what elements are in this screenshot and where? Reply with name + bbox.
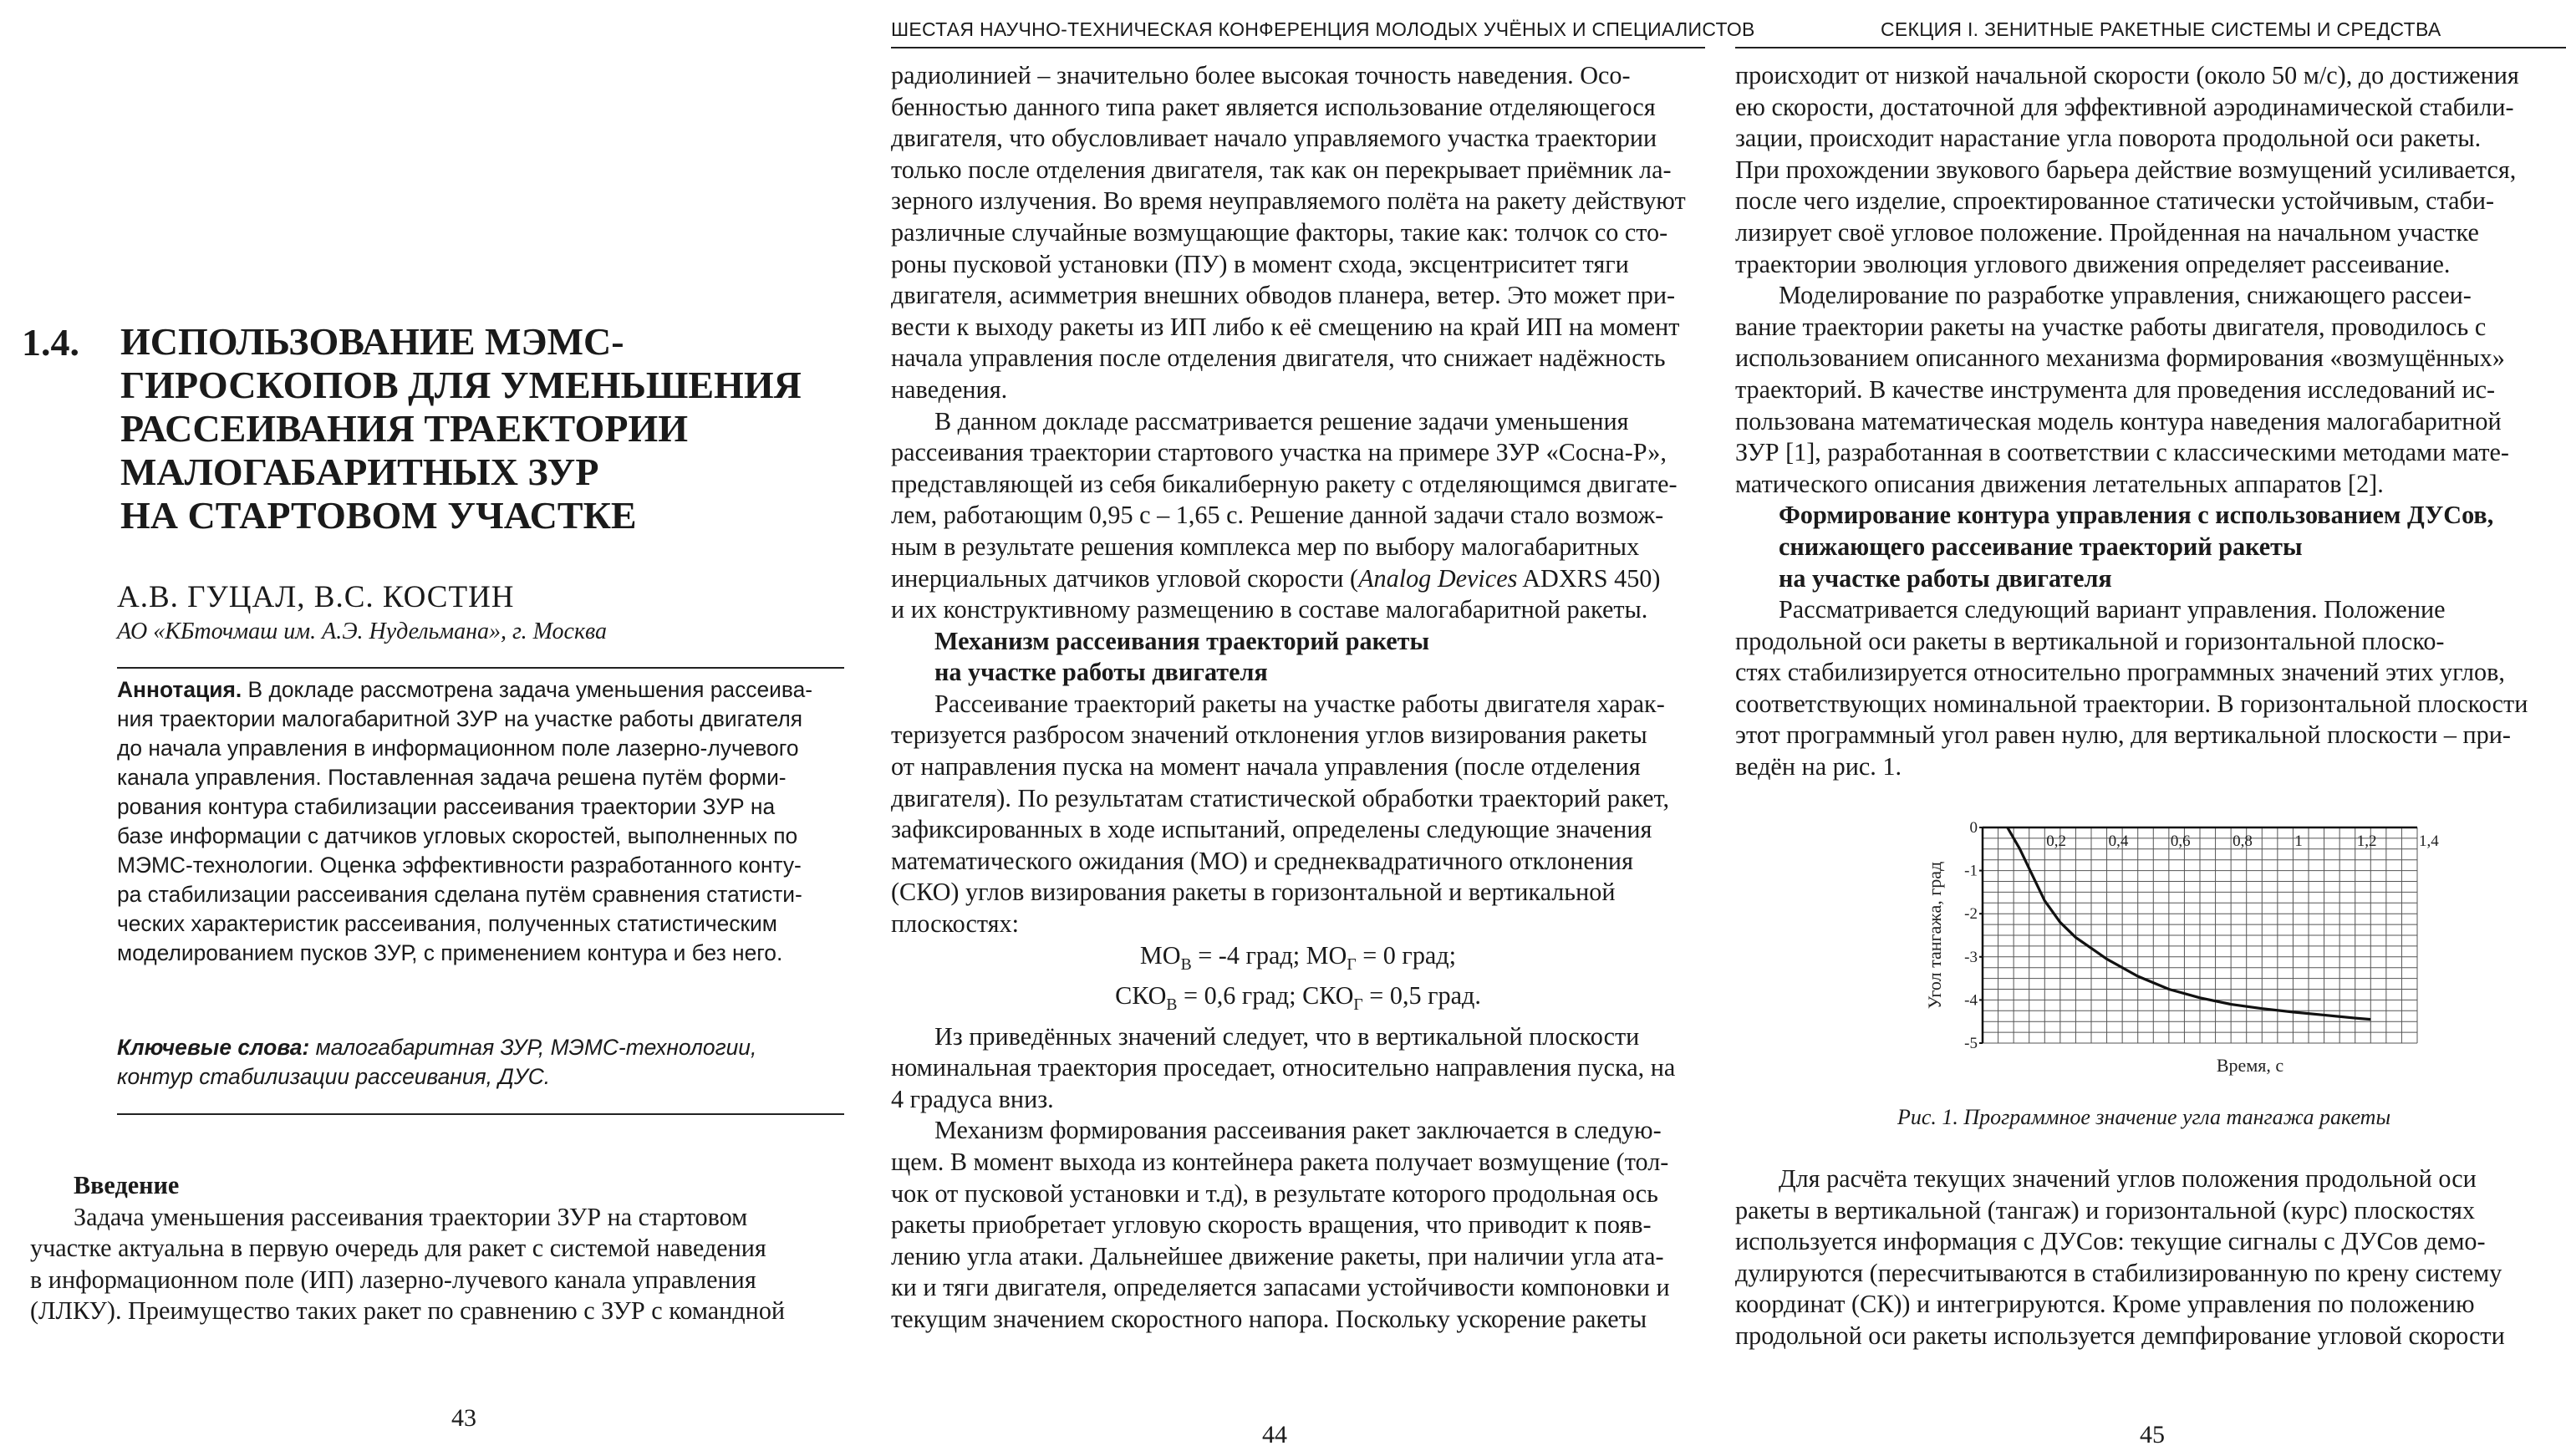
section-heading: снижающего рассеивание траекторий ракеты (1779, 532, 2303, 561)
text-line: ным в результате решения комплекса мер по выбору малогабаритных (891, 532, 1640, 561)
x-tick-label: 1,4 (2419, 832, 2439, 850)
text-line: представляющей из себя бикалиберную ракету с отделяющимся двигате- (891, 469, 1678, 498)
x-tick-label: 1 (2294, 832, 2303, 850)
text-line: координат (СК)) и интегрируются. Кроме управления по положению (1735, 1290, 2475, 1319)
abstract-line: ния траектории малогабаритной ЗУР на участке работы двигателя (117, 706, 803, 731)
abstract-line: до начала управления в информационном поле лазерно-лучевого (117, 736, 799, 761)
text-line: текущим значением скоростного напора. Поскольку ускорение ракеты (891, 1304, 1647, 1333)
text-line: происходит от низкой начальной скорости (около 50 м/с), до достижения (1735, 61, 2519, 89)
section-heading: Формирование контура управления с использованием ДУСов, (1779, 501, 2494, 530)
text-line: лем, работающим 0,95 с – 1,65 с. Решение данной задачи стало возмож- (891, 501, 1664, 530)
text-line: инерциальных датчиков угловой скорости (Analog Devices ADXRS 450) (891, 563, 1661, 593)
keywords (117, 1033, 844, 1092)
text-line: двигателя, что обусловливает начало управляемого участка траектории (891, 124, 1657, 153)
text-line: При прохождении звукового барьера действие возмущений усиливается, (1735, 155, 2517, 184)
text-line: радиолинией – значительно более высокая точность наведения. Осо- (891, 61, 1631, 89)
title-line: РАССЕИВАНИЯ ТРАЕКТОРИИ (120, 407, 688, 450)
y-tick-label: -4 (1964, 991, 1978, 1010)
y-tick-label: 0 (1969, 819, 1978, 837)
running-head: ШЕСТАЯ НАУЧНО-ТЕХНИЧЕСКАЯ КОНФЕРЕНЦИЯ МОЛОДЫХ УЧЁНЫХ И СПЕЦИАЛИСТОВ (891, 18, 1755, 40)
text-line: (СКО) углов визирования ракеты в горизонтальной и вертикальной (891, 878, 1616, 907)
keywords-label: Ключевые слова: (117, 1035, 310, 1060)
text-line: пользована математическая модель контура наведения малогабаритной (1735, 406, 2502, 435)
text-line: чок от пусковой установки и т.д), в результате которого продольная ось (891, 1179, 1658, 1208)
abstract-line: В докладе рассмотрена задача уменьшения рассеива- (247, 677, 813, 702)
abstract (117, 675, 844, 968)
text-line: после чего изделие, спроектированное статически устойчивым, стаби- (1735, 186, 2495, 216)
page-43 (0, 0, 853, 1456)
page-45-body-lower (1735, 1163, 2558, 1352)
abstract-label: Аннотация. (117, 677, 242, 702)
text-line: соответствующих номинальной траектории. В горизонтальной плоскости (1735, 689, 2528, 718)
text-line: различные случайные возмущающие факторы, такие как: толчок со сто- (891, 217, 1668, 247)
text-line: от направления пуска на момент начала управления (после отделения (891, 752, 1641, 781)
text-line: бенностью данного типа ракет является использование отделяющегося (891, 92, 1656, 121)
divider (117, 1113, 844, 1115)
abstract-line: ческих характеристик рассеивания, полученных статистическим (117, 911, 777, 936)
text-line: ею скорости, достаточной для эффективной аэродинамической стабили- (1735, 92, 2514, 121)
header-rule (891, 47, 1705, 48)
text-line: продольной оси ракеты используется демпфирование угловой скорости (1735, 1321, 2505, 1350)
text-line: вести к выходу ракеты из ИП либо к её смещению на край ИП на момент (891, 312, 1680, 341)
abstract-line: канала управления. Поставленная задача решена путём форми- (117, 765, 787, 790)
series-line (2008, 827, 2371, 1020)
text-line: теризуется разбросом значений отклонения углов визирования ракеты (891, 720, 1647, 750)
text-line: наведения. (891, 374, 1008, 404)
text-line: участке актуальна в первую очередь для ракет с системой наведения (30, 1234, 766, 1263)
text-line: лению угла атаки. Дальнейшее движение ракеты, при наличии угла ата- (891, 1241, 1664, 1270)
section-heading: на участке работы двигателя (934, 658, 1268, 687)
text-line: ракеты приобретает угловую скорость вращения, что приводит к появ- (891, 1210, 1652, 1240)
text-line: двигателя). По результатам статистической обработки траекторий ракет, (891, 783, 1670, 812)
text-line: используется информация с ДУСов: текущие сигналы с ДУСов демо- (1735, 1227, 2486, 1256)
y-axis-label: Угол тангажа, град (1924, 861, 1945, 1010)
figure-1 (1889, 811, 2558, 1087)
page-number: 45 (2140, 1421, 2165, 1448)
x-tick-label: 0,8 (2233, 832, 2253, 850)
text-line: этот программный угол равен нулю, для вертикальной плоскости – при- (1735, 720, 2511, 750)
abstract-line: моделированием пусков ЗУР, с применением контура и без него. (117, 940, 783, 965)
text-line: Рассеивание траекторий ракеты на участке работы двигателя харак- (934, 689, 1665, 718)
text-line: траектории эволюция углового движения определяет рассеивание. (1735, 249, 2451, 278)
text-line: Из приведённых значений следует, что в вертикальной плоскости (934, 1021, 1640, 1051)
y-tick-label: -2 (1964, 905, 1978, 924)
text-line: ки и тяги двигателя, определяется запасами устойчивости компоновки и (891, 1273, 1670, 1302)
affiliation: АО «КБточмаш им. А.Э. Нудельмана», г. Москва (117, 619, 608, 644)
text-line: продольной оси ракеты в вертикальной и горизонтальной плоско- (1735, 626, 2445, 655)
y-tick-label: -3 (1964, 948, 1978, 966)
text-line: плоскостях: (891, 909, 1020, 939)
abstract-line: рования контура стабилизации рассеивания траектории ЗУР на (117, 794, 776, 819)
text-line: в информационном поле (ИП) лазерно-лучевого канала управления (30, 1265, 756, 1294)
divider (117, 667, 844, 669)
abstract-line: базе информации с датчиков угловых скоростей, выполненных по (117, 823, 798, 848)
text-line: зации, происходит нарастание угла поворота продольной оси ракеты. (1735, 124, 2482, 153)
x-tick-label: 0,2 (2046, 832, 2067, 850)
text-line: матического описания движения летательных аппаратов [2]. (1735, 469, 2384, 498)
abstract-line: ра стабилизации рассеивания сделана путём сравнения статисти- (117, 882, 802, 907)
text-line: ведён на рис. 1. (1735, 752, 1902, 781)
introduction (30, 1170, 844, 1327)
y-tick-label: -5 (1964, 1035, 1978, 1052)
running-head: СЕКЦИЯ I. ЗЕНИТНЫЕ РАКЕТНЫЕ СИСТЕМЫ И СРЕДСТВА (1881, 18, 2441, 40)
text-line: Моделирование по разработке управления, снижающего рассеи- (1779, 281, 2472, 310)
keywords-line: контур стабилизации рассеивания, ДУС. (117, 1064, 551, 1089)
text-line: и их конструктивному размещению в составе малогабаритной ракеты. (891, 595, 1648, 624)
paper-title (120, 320, 839, 537)
header-rule (1735, 47, 2566, 48)
text-line: 4 градуса вниз. (891, 1084, 1054, 1113)
text-line: номинальная траектория проседает, относительно направления пуска, на (891, 1053, 1676, 1082)
text-line: траекторий. В качестве инструмента для проведения исследований ис- (1735, 374, 2496, 404)
text-line: ЗУР [1], разработанная в соответствии с классическими методами мате- (1735, 438, 2509, 467)
text-line: Задача уменьшения рассеивания траектории ЗУР на стартовом (74, 1202, 748, 1231)
text-line: Механизм формирования рассеивания ракет заключается в следую- (934, 1116, 1662, 1145)
text-line: ракеты в вертикальной (тангаж) и горизонтальной (курс) плоскостях (1735, 1195, 2475, 1224)
page-44 (869, 0, 1755, 1456)
x-tick-label: 0,6 (2170, 832, 2191, 850)
text-line: зафиксированных в ходе испытаний, определены следующие значения (891, 815, 1652, 844)
page-number: 44 (1262, 1421, 1287, 1448)
x-tick-label: 1,2 (2356, 832, 2377, 850)
title-line: ГИРОСКОПОВ ДЛЯ УМЕНЬШЕНИЯ (120, 364, 802, 406)
text-line: Для расчёта текущих значений углов положения продольной оси (1779, 1164, 2477, 1193)
text-line: (ЛЛКУ). Преимущество таких ракет по сравнению с ЗУР с командной (30, 1296, 786, 1326)
title-line: МАЛОГАБАРИТНЫХ ЗУР (120, 451, 599, 493)
formula-sko: $СКО_В = 0,6$ град; $СКО_Г = 0,5$ град. (1115, 981, 1481, 1014)
pitch-angle-chart (1889, 811, 2558, 1087)
text-line: двигателя, асимметрия внешних обводов планера, ветер. Это может при- (891, 281, 1676, 310)
text-line: стях стабилизируется относительно программных значений этих углов, (1735, 658, 2505, 687)
text-line: дулируются (пересчитываются в стабилизированную по крену систему (1735, 1258, 2502, 1287)
text-line: вание траектории ракеты на участке работы двигателя, проводилось с (1735, 312, 2487, 341)
text-line: только после отделения двигателя, так как он перекрывает приёмник ла- (891, 155, 1672, 184)
abstract-line: МЭМС-технологии. Оценка эффективности разработанного конту- (117, 853, 802, 878)
section-heading: Механизм рассеивания траекторий ракеты (934, 626, 1430, 655)
text-line: Рассматривается следующий вариант управления. Положение (1779, 595, 2446, 624)
authors: А.В. ГУЦАЛ, В.С. КОСТИН (117, 580, 515, 614)
y-tick-label: -1 (1964, 862, 1978, 880)
x-axis-label: Время, с (2216, 1055, 2284, 1076)
page-45-body (1735, 60, 2558, 783)
section-heading: на участке работы двигателя (1779, 563, 2112, 593)
formula-mo: $МО_В = -4$ град; $МО_Г = 0$ град; (1139, 940, 1457, 974)
figure-caption: Рис. 1. Программное значение угла тангажа ракеты (1896, 1105, 2391, 1129)
keywords-line: малогабаритная ЗУР, МЭМС-технологии, (315, 1035, 757, 1060)
text-line: использованием описанного механизма формирования «возмущённых» (1735, 344, 2505, 373)
text-line: щем. В момент выхода из контейнера ракета получает возмущение (тол- (891, 1147, 1669, 1176)
page-number: 43 (451, 1404, 476, 1432)
x-tick-label: 0,4 (2108, 832, 2129, 850)
title-line: НА СТАРТОВОМ УЧАСТКЕ (120, 494, 637, 537)
text-line: рассеивания траектории стартового участка на примере ЗУР «Сосна-Р», (891, 438, 1667, 467)
section-number: 1.4. (22, 321, 79, 364)
text-line: В данном докладе рассматривается решение задачи уменьшения (934, 406, 1629, 435)
page-45 (1722, 0, 2566, 1456)
text-line: зерного излучения. Во время неуправляемого полёта на ракету действуют (891, 186, 1686, 216)
title-line: ИСПОЛЬЗОВАНИЕ МЭМС- (120, 320, 624, 363)
page-44-body (891, 60, 1705, 1335)
text-line: роны пусковой установки (ПУ) в момент схода, эксцентриситет тяги (891, 249, 1629, 278)
text-line: математического ожидания (МО) и среднеквадратичного отклонения (891, 846, 1633, 875)
text-line: лизирует своё угловое положение. Пройденная на начальном участке (1735, 217, 2479, 247)
intro-heading: Введение (74, 1171, 180, 1199)
text-line: начала управления после отделения двигателя, что снижает надёжность (891, 344, 1666, 373)
